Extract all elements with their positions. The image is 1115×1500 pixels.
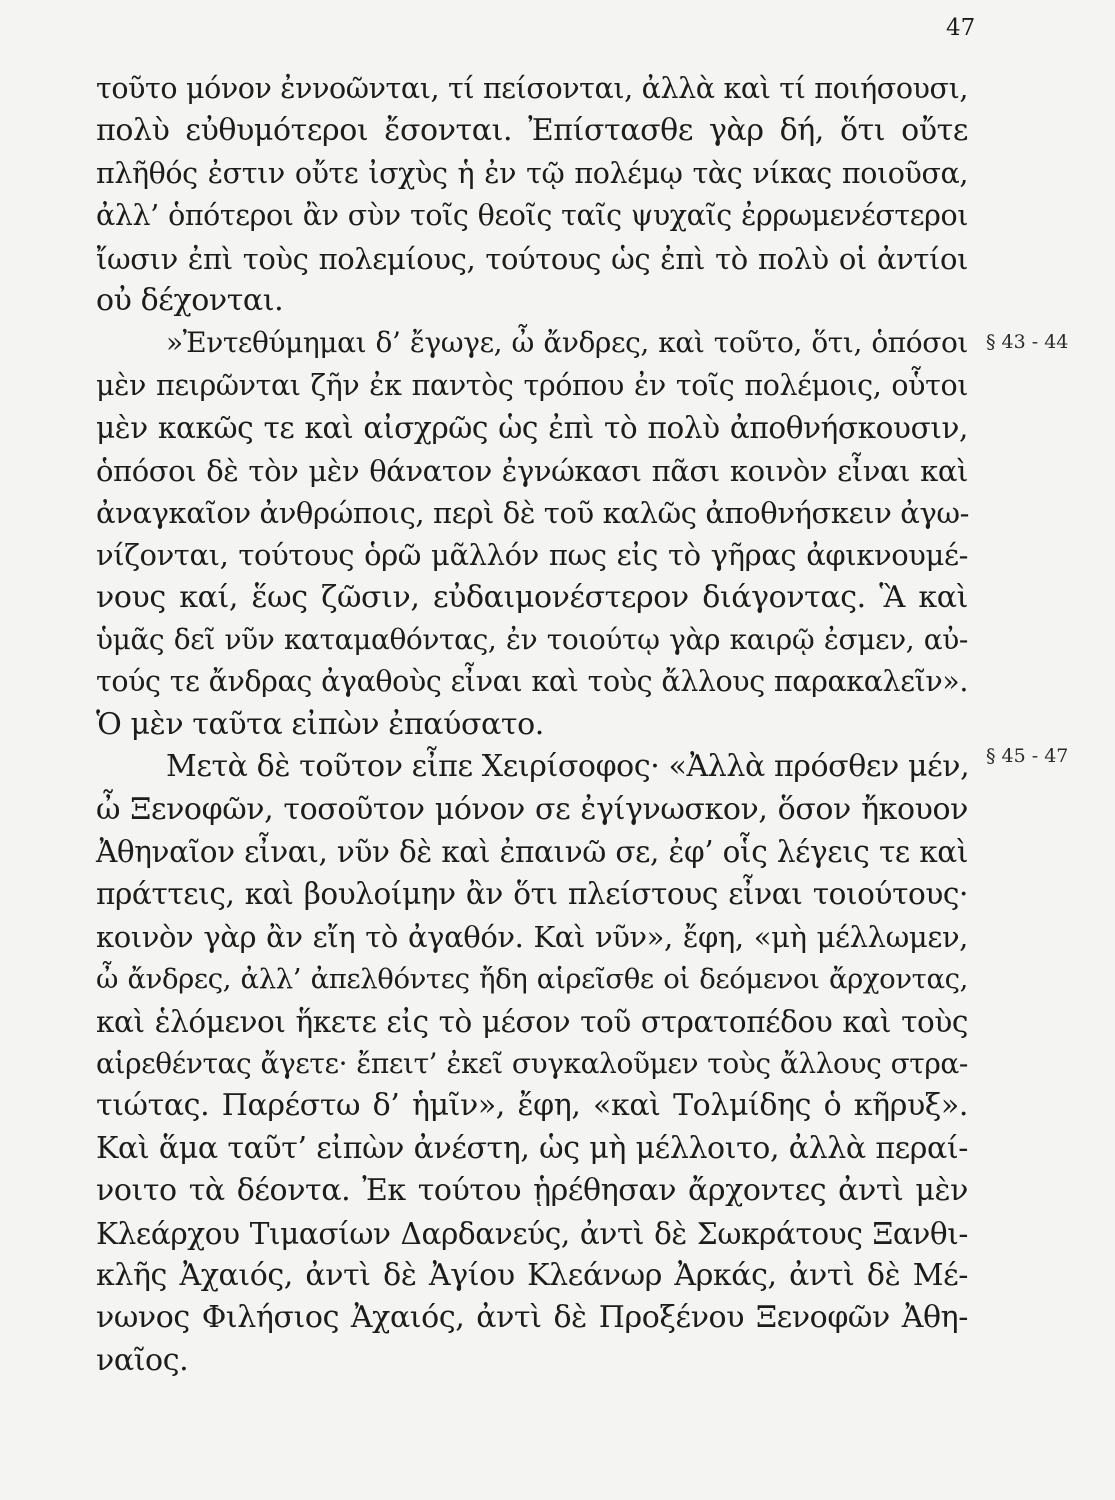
text-line: αἱρεθέντας ἄγετε· ἔπειτ’ ἐκεῖ συγκαλοῦμεν τοὺς ἄλλους στρα- — [96, 1046, 968, 1080]
paragraph-start-line: Μετὰ δὲ τοῦτον εἶπε Χειρίσοφος· «Ἀλλὰ πρόσθεν μέν, — [166, 749, 970, 785]
text-line: νοιτο τὰ δέοντα. Ἐκ τούτου ᾑρέθησαν ἄρχοντες ἀντὶ μὲν — [96, 1173, 968, 1209]
paragraph-start-line: »Ἐντεθύμημαι δ’ ἔγωγε, ὦ ἄνδρες, καὶ τοῦτο, ὅτι, ὁπόσοι — [166, 326, 968, 360]
text-line: τιώτας. Παρέστω δ’ ἡμῖν», ἔφη, «καὶ Τολμίδης ὁ κῆρυξ». — [96, 1088, 968, 1124]
margin-section-ref: § 43 - 44 — [986, 331, 1069, 353]
text-line: ἀλλ’ ὁπότεροι ἂν σὺν τοῖς θεοῖς ταῖς ψυχαῖς ἐρρωμενέστεροι — [96, 199, 968, 233]
text-line: πολὺ εὐθυμότεροι ἔσονται. Ἐπίστασθε γὰρ δή, ὅτι οὔτε — [96, 113, 968, 149]
text-line: ὑμᾶς δεῖ νῦν καταμαθόντας, ἐν τοιούτῳ γὰρ καιρῷ ἐσμεν, αὐ- — [96, 623, 968, 657]
text-line: κοινὸν γὰρ ἂν εἴη τὸ ἀγαθόν. Καὶ νῦν», ἔφη, «μὴ μέλλωμεν, — [96, 919, 968, 954]
text-line: ναῖος. — [96, 1342, 189, 1378]
text-line: μὲν πειρῶνται ζῆν ἐκ παντὸς τρόπου ἐν τοῖς πολέμοις, οὗτοι — [96, 368, 968, 402]
text-line: ἴωσιν ἐπὶ τοὺς πολεμίους, τούτους ὡς ἐπὶ τὸ πολὺ οἱ ἀντίοι — [96, 241, 968, 276]
text-line: μὲν κακῶς τε καὶ αἰσχρῶς ὡς ἐπὶ τὸ πολὺ ἀποθνήσκουσιν, — [96, 411, 968, 446]
margin-section-ref: § 45 - 47 — [986, 745, 1069, 767]
text-line: νίζονται, τούτους ὁρῶ μᾶλλόν πως εἰς τὸ γῆρας ἀφικνουμέ- — [96, 538, 968, 573]
text-line: οὐ δέχονται. — [96, 282, 284, 318]
text-line: ἀναγκαῖον ἀνθρώποις, περὶ δὲ τοῦ καλῶς ἀποθνήσκειν ἀγω- — [96, 495, 970, 530]
text-line: νους καί, ἕως ζῶσιν, εὐδαιμονέστερον διάγοντας. Ἃ καὶ — [96, 579, 968, 615]
text-line: πλῆθός ἐστιν οὔτε ἰσχὺς ἡ ἐν τῷ πολέμῳ τὰς νίκας ποιοῦσα, — [96, 156, 968, 190]
body-text — [96, 68, 968, 1382]
text-line: τοῦτο μόνον ἐννοῶνται, τί πείσονται, ἀλλὰ καὶ τί ποιήσουσι, — [96, 72, 968, 105]
text-line: τούς τε ἄνδρας ἀγαθοὺς εἶναι καὶ τοὺς ἄλλους παρακαλεῖν». — [96, 665, 968, 699]
text-line: καὶ ἑλόμενοι ἥκετε εἰς τὸ μέσον τοῦ στρατοπέδου καὶ τοὺς — [96, 1004, 968, 1039]
text-line: Κλεάρχου Τιμασίων Δαρδανεύς, ἀντὶ δὲ Σωκράτους Ξανθι- — [96, 1216, 968, 1251]
text-line: Ἀθηναῖον εἶναι, νῦν δὲ καὶ ἐπαινῶ σε, ἐφ’ οἷς λέγεις τε καὶ — [96, 835, 968, 870]
text-line: κλῆς Ἀχαιός, ἀντὶ δὲ Ἀγίου Κλεάνωρ Ἀρκάς, ἀντὶ δὲ Μέ- — [96, 1257, 968, 1293]
text-line: ὦ Ξενοφῶν, τοσοῦτον μόνον σε ἐγίγνωσκον, ὅσον ἤκουον — [96, 791, 968, 827]
text-line: Καὶ ἅμα ταῦτ’ εἰπὼν ἀνέστη, ὡς μὴ μέλλοιτο, ἀλλὰ περαί- — [96, 1130, 968, 1166]
page-number: 47 — [946, 15, 976, 41]
text-line: Ὁ μὲν ταῦτα εἰπὼν ἐπαύσατο. — [96, 706, 544, 742]
text-line: πράττεις, καὶ βουλοίμην ἂν ὅτι πλείστους εἶναι τοιούτους· — [96, 877, 968, 912]
text-line: νωνος Φιλήσιος Ἀχαιός, ἀντὶ δὲ Προξένου Ξενοφῶν Ἀθη- — [96, 1300, 968, 1336]
text-line: ὦ ἄνδρες, ἀλλ’ ἀπελθόντες ἤδη αἱρεῖσθε οἱ δεόμενοι ἄρχοντας, — [96, 963, 968, 996]
text-line: ὁπόσοι δὲ τὸν μὲν θάνατον ἐγνώκασι πᾶσι κοινὸν εἶναι καὶ — [96, 453, 968, 488]
